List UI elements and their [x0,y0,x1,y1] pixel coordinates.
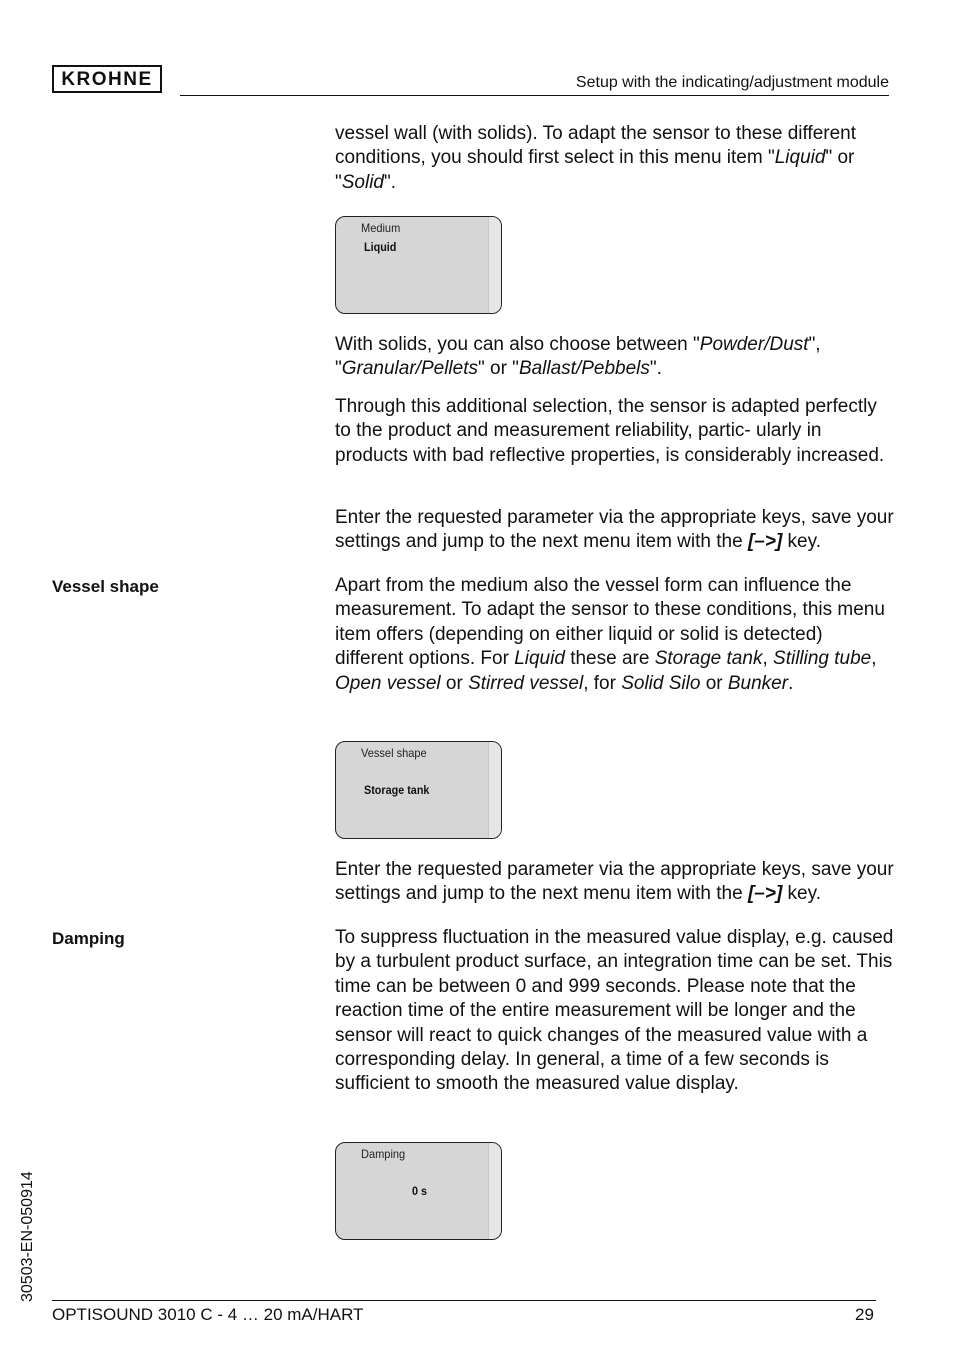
enter-paragraph-1 [335,506,895,555]
logo-text: KROHNE [61,68,153,90]
enter1-key: [–>] [747,531,783,553]
document-code: 30503-EN-050914 [19,1171,36,1302]
vessel-italic-bunker: Bunker [727,672,789,694]
display-vessel-shape [335,741,502,839]
krohne-logo [52,65,162,93]
damping-heading: Damping [52,929,125,948]
display-shade [488,742,501,838]
enter-paragraph-2 [335,858,895,907]
display-damping-value: 0 s [412,1184,428,1198]
vessel-italic-stilling-tube: Stilling tube [773,648,872,670]
enter2-text-2: key. [782,883,821,905]
solids-text-3: " or " [477,358,519,380]
intro-text-3: ". [384,171,397,193]
footer-rule [52,1300,876,1301]
vessel-text-1: Apart from the medium also the vessel form can influence the measurement. To adapt the sensor to these conditions, this menu item offers (depending on either liquid or solid is detected) different options. For [335,575,885,670]
solids-italic-ballast: Ballast/Pebbels [518,358,650,380]
vessel-shape-paragraph [335,574,895,696]
solids-paragraph [335,333,895,382]
damping-paragraph: To suppress fluctuation in the measured value display, e.g. caused by a turbulent product surface, an integration time can be set. This time can be between 0 and 999 seconds. Please note that the reaction time of the entire measurement will be longer and the sensor will react to quick changes of the measured value with a corresponding delay. In general, a time of a few seconds is sufficient to smooth the measured value display. [335,927,894,1095]
vessel-text-3: , [762,648,774,670]
vessel-italic-liquid: Liquid [514,648,565,670]
footer-product: OPTISOUND 3010 C - 4 … 20 mA/HART [52,1305,364,1324]
vessel-italic-storage-tank: Storage tank [654,648,763,670]
vessel-italic-open-vessel: Open vessel [335,672,441,694]
header-rule [180,95,889,96]
intro-text-2: " or " [335,147,855,193]
vessel-text-5: or [440,672,469,694]
solids-text-4: ". [649,358,662,380]
enter2-key: [–>] [747,883,783,905]
enter1-text-1: Enter the requested parameter via the appropriate keys, save your settings and jump to the next menu item with the [335,507,894,553]
display-shade [488,217,501,313]
header-title: Setup with the indicating/adjustment module [575,74,889,91]
intro-text-1: vessel wall (with solids). To adapt the sensor to these different conditions, you should first select in this menu item " [335,123,857,169]
solids-text-2: ", " [335,334,821,380]
intro-paragraph [335,122,895,195]
display-vessel-label: Vessel shape [361,746,427,760]
page-number: 29 [855,1305,874,1324]
vessel-shape-heading: Vessel shape [52,577,159,596]
vessel-text-7: or [700,672,728,694]
display-damping-label: Damping [361,1147,406,1161]
intro-italic-liquid: Liquid [774,147,826,169]
vessel-text-8: . [788,672,794,694]
intro-italic-solid: Solid [341,171,384,193]
vessel-text-6: , for [583,672,622,694]
display-shade [488,1143,501,1239]
enter1-text-2: key. [782,531,821,553]
solids-italic-granular: Granular/Pellets [341,358,478,380]
display-medium-value: Liquid [364,240,397,254]
enter2-text-1: Enter the requested parameter via the appropriate keys, save your settings and jump to the next menu item with the [335,859,894,905]
solids-italic-powder: Powder/Dust [699,334,809,355]
vessel-italic-stirred-vessel: Stirred vessel [468,672,584,694]
display-medium-label: Medium [361,221,401,235]
vessel-text-4: , [871,648,877,670]
solids-text-1: With solids, you can also choose between " [335,334,700,355]
selection-paragraph: Through this additional selection, the sensor is adapted perfectly to the product and measurement reliability, partic- ularly in products with bad reflective properties, is considerably increased. [335,396,885,466]
display-medium [335,216,502,314]
display-vessel-value: Storage tank [364,783,430,797]
display-damping [335,1142,502,1240]
vessel-italic-solid-silo: Solid Silo [621,672,701,694]
vessel-text-2: these are [564,648,655,670]
